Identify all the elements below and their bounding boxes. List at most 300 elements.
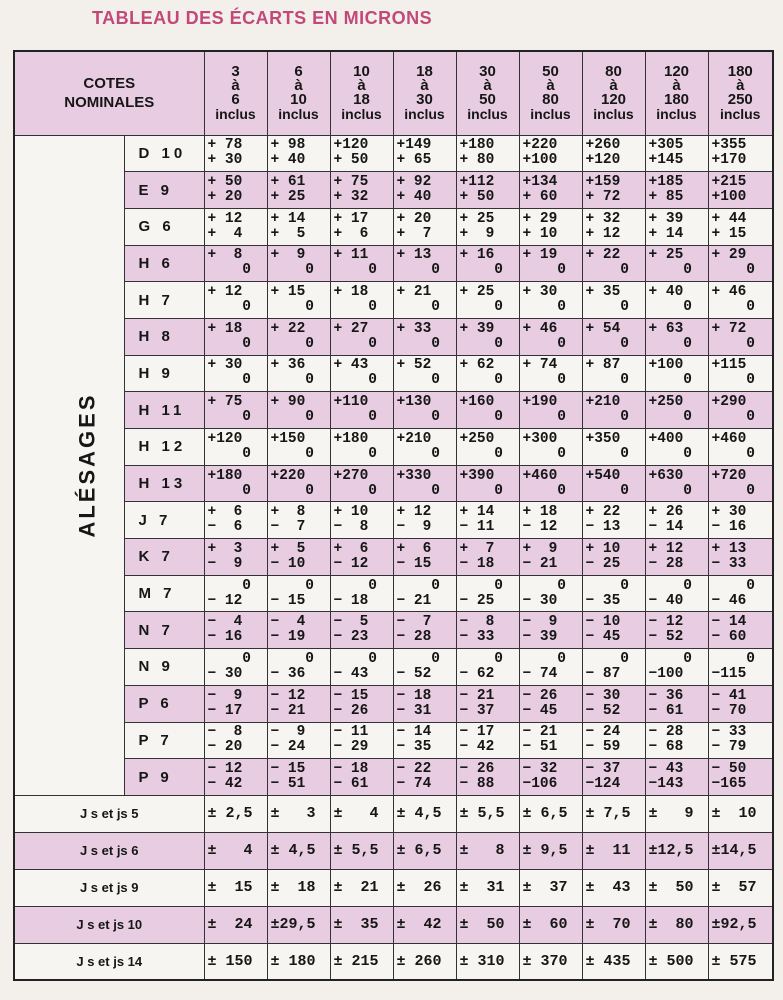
deviation-cell [456, 465, 519, 502]
tolerance-label: K 7 [124, 539, 204, 576]
deviation-cell [330, 612, 393, 649]
lower-deviation: 0 [585, 372, 630, 389]
deviation-cell [204, 392, 267, 429]
upper-deviation: − 33 [711, 724, 747, 741]
lower-deviation: 0 [522, 445, 567, 462]
deviation-cell [582, 208, 645, 245]
js-cell: ± 26 [393, 869, 456, 906]
deviation-cell [456, 649, 519, 686]
tolerance-label: H 13 [124, 465, 204, 502]
deviation-cell [330, 392, 393, 429]
upper-deviation: − 12 [207, 761, 243, 778]
upper-deviation: + 30 [711, 504, 747, 521]
upper-deviation: − 9 [207, 687, 243, 704]
upper-deviation: − 26 [522, 687, 558, 704]
deviation-cell [330, 355, 393, 392]
js-cell: ± 15 [204, 869, 267, 906]
upper-deviation: − 15 [270, 761, 306, 778]
tolerance-label: G 6 [124, 208, 204, 245]
upper-deviation: +305 [648, 137, 684, 154]
deviation-cell [330, 649, 393, 686]
upper-deviation: + 29 [711, 247, 747, 264]
js-cell: ± 4,5 [267, 832, 330, 869]
upper-deviation: − 22 [396, 761, 432, 778]
lower-deviation: 0 [207, 335, 252, 352]
deviation-cell [456, 208, 519, 245]
deviation-cell [645, 282, 708, 319]
deviation-cell [519, 429, 582, 466]
deviation-cell [519, 355, 582, 392]
deviation-cell [456, 355, 519, 392]
lower-deviation: 0 [711, 262, 756, 279]
tolerance-label: D 10 [124, 135, 204, 172]
lower-deviation: + 30 [207, 152, 243, 169]
range-from: 6 [294, 63, 303, 81]
table-row [14, 649, 773, 686]
upper-deviation: + 52 [396, 357, 432, 374]
deviation-cell [267, 429, 330, 466]
lower-deviation: 0 [585, 335, 630, 352]
upper-deviation: +250 [459, 430, 495, 447]
upper-deviation: + 18 [333, 284, 369, 301]
range-to: 50 [479, 91, 496, 109]
upper-deviation: − 17 [459, 724, 495, 741]
range-a: à [546, 77, 555, 95]
upper-deviation: +215 [711, 174, 747, 191]
deviation-cell [330, 172, 393, 209]
lower-deviation: − 16 [207, 629, 243, 646]
deviation-cell [204, 208, 267, 245]
deviation-cell [645, 759, 708, 796]
lower-deviation: + 6 [333, 225, 369, 242]
js-cell: ± 21 [330, 869, 393, 906]
lower-deviation: − 23 [333, 629, 369, 646]
deviation-cell [330, 502, 393, 539]
lower-deviation: 0 [585, 482, 630, 499]
deviation-cell [582, 282, 645, 319]
upper-deviation: − 21 [522, 724, 558, 741]
upper-deviation: + 22 [585, 247, 621, 264]
lower-deviation: − 24 [270, 739, 306, 756]
range-inclus: inclus [530, 106, 571, 123]
upper-deviation: + 75 [333, 174, 369, 191]
upper-deviation: + 12 [648, 540, 684, 557]
lower-deviation: 0 [270, 372, 315, 389]
upper-deviation: − 4 [207, 614, 243, 631]
nominales-label: NOMINALES [64, 94, 155, 112]
deviation-cell [708, 282, 773, 319]
deviation-cell [204, 502, 267, 539]
lower-deviation: − 87 [585, 665, 621, 682]
upper-deviation: +160 [459, 394, 495, 411]
lower-deviation: + 9 [459, 225, 495, 242]
range-a: à [357, 77, 366, 95]
lower-deviation: + 14 [648, 225, 684, 242]
upper-deviation: + 98 [270, 137, 306, 154]
js-cell: ± 435 [582, 943, 645, 980]
lower-deviation: − 12 [522, 519, 558, 536]
upper-deviation: + 74 [522, 357, 558, 374]
deviation-cell [456, 575, 519, 612]
lower-deviation: 0 [585, 445, 630, 462]
deviation-cell [204, 722, 267, 759]
deviation-cell [204, 465, 267, 502]
lower-deviation: − 29 [333, 739, 369, 756]
lower-deviation: −115 [711, 665, 747, 682]
upper-deviation: + 35 [585, 284, 621, 301]
lower-deviation: − 39 [522, 629, 558, 646]
lower-deviation: 0 [270, 262, 315, 279]
deviation-cell [708, 245, 773, 282]
upper-deviation: + 46 [522, 320, 558, 337]
lower-deviation: − 9 [207, 555, 243, 572]
upper-deviation: + 17 [333, 210, 369, 227]
lower-deviation: − 70 [711, 702, 747, 719]
upper-deviation: + 19 [522, 247, 558, 264]
lower-deviation: − 51 [522, 739, 558, 756]
range-header [393, 51, 456, 135]
range-from: 10 [353, 63, 370, 81]
lower-deviation: 0 [585, 262, 630, 279]
upper-deviation: + 32 [585, 210, 621, 227]
range-to: 18 [353, 91, 370, 109]
upper-deviation: + 25 [648, 247, 684, 264]
upper-deviation: + 62 [459, 357, 495, 374]
lower-deviation: − 45 [522, 702, 558, 719]
lower-deviation: 0 [522, 335, 567, 352]
upper-deviation: − 37 [585, 761, 621, 778]
deviation-cell [204, 355, 267, 392]
lower-deviation: 0 [207, 299, 252, 316]
upper-deviation: − 9 [270, 724, 306, 741]
lower-deviation: 0 [648, 372, 693, 389]
lower-deviation: 0 [333, 335, 378, 352]
tolerance-label: H 12 [124, 429, 204, 466]
upper-deviation: − 12 [270, 687, 306, 704]
upper-deviation: + 6 [207, 504, 243, 521]
deviation-cell [708, 649, 773, 686]
lower-deviation: − 17 [207, 702, 243, 719]
lower-deviation: 0 [459, 445, 504, 462]
lower-deviation: 0 [270, 445, 315, 462]
lower-deviation: 0 [459, 262, 504, 279]
js-cell: ±92,5 [708, 906, 773, 943]
deviation-cell [582, 392, 645, 429]
js-label: J s et js 10 [14, 906, 204, 943]
js-cell: ± 575 [708, 943, 773, 980]
lower-deviation: 0 [522, 482, 567, 499]
range-to: 120 [600, 91, 627, 109]
upper-deviation: + 26 [648, 504, 684, 521]
deviation-cell [330, 208, 393, 245]
js-row [14, 832, 773, 869]
upper-deviation: +290 [711, 394, 747, 411]
range-header [645, 51, 708, 135]
deviation-cell [267, 245, 330, 282]
js-cell: ±14,5 [708, 832, 773, 869]
table-row [14, 355, 773, 392]
table-row [14, 172, 773, 209]
deviation-cell [393, 245, 456, 282]
deviation-cell [456, 282, 519, 319]
lower-deviation: 0 [459, 335, 504, 352]
upper-deviation: − 8 [207, 724, 243, 741]
upper-deviation: + 12 [207, 284, 243, 301]
lower-deviation: + 65 [396, 152, 432, 169]
deviation-cell [519, 465, 582, 502]
table-row [14, 208, 773, 245]
range-from: 180 [727, 63, 753, 81]
upper-deviation: − 36 [648, 687, 684, 704]
upper-deviation: +159 [585, 174, 621, 191]
lower-deviation: + 4 [207, 225, 243, 242]
upper-deviation: +134 [522, 174, 558, 191]
lower-deviation: +170 [711, 152, 747, 169]
lower-deviation: − 30 [207, 665, 243, 682]
deviation-cell [204, 649, 267, 686]
range-from: 18 [416, 63, 433, 81]
deviation-cell [519, 575, 582, 612]
range-to: 30 [416, 91, 433, 109]
js-cell: ± 35 [330, 906, 393, 943]
upper-deviation: 0 [333, 577, 378, 594]
js-cell: ± 6,5 [519, 795, 582, 832]
upper-deviation: + 14 [270, 210, 306, 227]
lower-deviation: − 12 [333, 555, 369, 572]
deviation-cell [393, 392, 456, 429]
deviation-cell [393, 172, 456, 209]
deviation-cell [456, 392, 519, 429]
lower-deviation: + 20 [207, 189, 243, 206]
lower-deviation: 0 [396, 299, 441, 316]
lower-deviation: + 25 [270, 189, 306, 206]
deviation-cell [582, 135, 645, 172]
lower-deviation: − 79 [711, 739, 747, 756]
deviation-cell [456, 722, 519, 759]
upper-deviation: + 30 [522, 284, 558, 301]
deviation-cell [267, 575, 330, 612]
lower-deviation: 0 [207, 262, 252, 279]
upper-deviation: − 24 [585, 724, 621, 741]
deviation-cell [393, 282, 456, 319]
lower-deviation: 0 [207, 445, 252, 462]
deviation-cell [330, 465, 393, 502]
deviation-cell [582, 245, 645, 282]
lower-deviation: 0 [459, 372, 504, 389]
upper-deviation: 0 [207, 577, 252, 594]
upper-deviation: − 5 [333, 614, 369, 631]
upper-deviation: + 12 [207, 210, 243, 227]
upper-deviation: − 21 [459, 687, 495, 704]
js-label: J s et js 14 [14, 943, 204, 980]
deviation-cell [393, 539, 456, 576]
range-inclus: inclus [656, 106, 697, 123]
js-cell: ± 10 [708, 795, 773, 832]
upper-deviation: +130 [396, 394, 432, 411]
upper-deviation: + 10 [333, 504, 369, 521]
deviation-cell [204, 759, 267, 796]
upper-deviation: − 14 [396, 724, 432, 741]
upper-deviation: − 4 [270, 614, 306, 631]
upper-deviation: +220 [270, 467, 306, 484]
table-row [14, 502, 773, 539]
deviation-cell [519, 208, 582, 245]
upper-deviation: +180 [459, 137, 495, 154]
js-cell: ± 9 [645, 795, 708, 832]
upper-deviation: + 54 [585, 320, 621, 337]
deviation-cell [393, 685, 456, 722]
upper-deviation: +210 [396, 430, 432, 447]
js-cell: ± 11 [582, 832, 645, 869]
upper-deviation: + 25 [459, 284, 495, 301]
deviation-cell [204, 172, 267, 209]
upper-deviation: +300 [522, 430, 558, 447]
deviation-cell [393, 649, 456, 686]
lower-deviation: − 18 [333, 592, 369, 609]
tolerance-label: H 8 [124, 318, 204, 355]
lower-deviation: − 16 [711, 519, 747, 536]
upper-deviation: − 15 [333, 687, 369, 704]
upper-deviation: + 16 [459, 247, 495, 264]
deviation-cell [645, 649, 708, 686]
lower-deviation: − 31 [396, 702, 432, 719]
deviation-cell [645, 612, 708, 649]
upper-deviation: + 90 [270, 394, 306, 411]
range-to: 80 [542, 91, 559, 109]
upper-deviation: +120 [333, 137, 369, 154]
deviation-cell [582, 539, 645, 576]
upper-deviation: − 41 [711, 687, 747, 704]
lower-deviation: + 10 [522, 225, 558, 242]
js-cell: ± 42 [393, 906, 456, 943]
upper-deviation: + 20 [396, 210, 432, 227]
range-a: à [672, 77, 681, 95]
upper-deviation: +540 [585, 467, 621, 484]
lower-deviation: 0 [270, 409, 315, 426]
deviation-cell [267, 172, 330, 209]
deviation-cell [267, 318, 330, 355]
upper-deviation: + 29 [522, 210, 558, 227]
deviation-cell [519, 722, 582, 759]
lower-deviation: + 60 [522, 189, 558, 206]
tolerance-label: N 7 [124, 612, 204, 649]
js-cell: ± 50 [456, 906, 519, 943]
deviation-cell [456, 759, 519, 796]
upper-deviation: +180 [333, 430, 369, 447]
upper-deviation: − 43 [648, 761, 684, 778]
cotes-nominales-header [14, 51, 204, 135]
table-row [14, 429, 773, 466]
deviation-cell [708, 612, 773, 649]
deviation-cell [645, 429, 708, 466]
lower-deviation: − 74 [522, 665, 558, 682]
lower-deviation: 0 [333, 409, 378, 426]
upper-deviation: 0 [585, 577, 630, 594]
table-row [14, 539, 773, 576]
deviation-cell [267, 612, 330, 649]
deviation-cell [204, 282, 267, 319]
js-cell: ± 3 [267, 795, 330, 832]
upper-deviation: 0 [522, 650, 567, 667]
js-cell: ± 310 [456, 943, 519, 980]
range-from: 30 [479, 63, 496, 81]
deviation-cell [708, 135, 773, 172]
lower-deviation: 0 [585, 299, 630, 316]
lower-deviation: 0 [207, 482, 252, 499]
deviation-cell [582, 318, 645, 355]
deviation-cell [645, 318, 708, 355]
deviation-cell [456, 172, 519, 209]
tolerance-label: P 7 [124, 722, 204, 759]
upper-deviation: + 10 [585, 540, 621, 557]
upper-deviation: +185 [648, 174, 684, 191]
deviation-cell [330, 685, 393, 722]
table-row [14, 392, 773, 429]
lower-deviation: + 7 [396, 225, 432, 242]
range-inclus: inclus [278, 106, 319, 123]
lower-deviation: 0 [711, 372, 756, 389]
lower-deviation: − 6 [207, 519, 243, 536]
upper-deviation: +400 [648, 430, 684, 447]
js-cell: ± 6,5 [393, 832, 456, 869]
lower-deviation: − 9 [396, 519, 432, 536]
range-to: 6 [231, 91, 240, 109]
lower-deviation: 0 [396, 409, 441, 426]
deviation-cell [393, 318, 456, 355]
upper-deviation: + 61 [270, 174, 306, 191]
deviation-cell [267, 539, 330, 576]
upper-deviation: + 39 [648, 210, 684, 227]
js-cell: ± 70 [582, 906, 645, 943]
upper-deviation: − 28 [648, 724, 684, 741]
table-row [14, 575, 773, 612]
tolerance-label: M 7 [124, 575, 204, 612]
lower-deviation: − 35 [585, 592, 621, 609]
table-row [14, 722, 773, 759]
lower-deviation: + 40 [270, 152, 306, 169]
js-cell: ± 9,5 [519, 832, 582, 869]
upper-deviation: − 7 [396, 614, 432, 631]
lower-deviation: 0 [711, 445, 756, 462]
range-from: 3 [231, 63, 240, 81]
lower-deviation: − 20 [207, 739, 243, 756]
upper-deviation: + 87 [585, 357, 621, 374]
lower-deviation: − 42 [459, 739, 495, 756]
lower-deviation: − 28 [648, 555, 684, 572]
lower-deviation: 0 [333, 372, 378, 389]
lower-deviation: 0 [270, 299, 315, 316]
deviation-cell [456, 135, 519, 172]
upper-deviation: 0 [207, 650, 252, 667]
upper-deviation: 0 [270, 577, 315, 594]
lower-deviation: +145 [648, 152, 684, 169]
upper-deviation: + 8 [207, 247, 243, 264]
lower-deviation: − 28 [396, 629, 432, 646]
lower-deviation: 0 [396, 482, 441, 499]
upper-deviation: + 6 [396, 540, 432, 557]
lower-deviation: 0 [333, 482, 378, 499]
js-cell: ± 18 [267, 869, 330, 906]
upper-deviation: +630 [648, 467, 684, 484]
upper-deviation: − 12 [648, 614, 684, 631]
upper-deviation: 0 [711, 650, 756, 667]
js-cell: ± 260 [393, 943, 456, 980]
range-inclus: inclus [215, 106, 256, 123]
lower-deviation: − 25 [459, 592, 495, 609]
upper-deviation: +100 [648, 357, 684, 374]
lower-deviation: − 51 [270, 776, 306, 793]
lower-deviation: + 32 [333, 189, 369, 206]
